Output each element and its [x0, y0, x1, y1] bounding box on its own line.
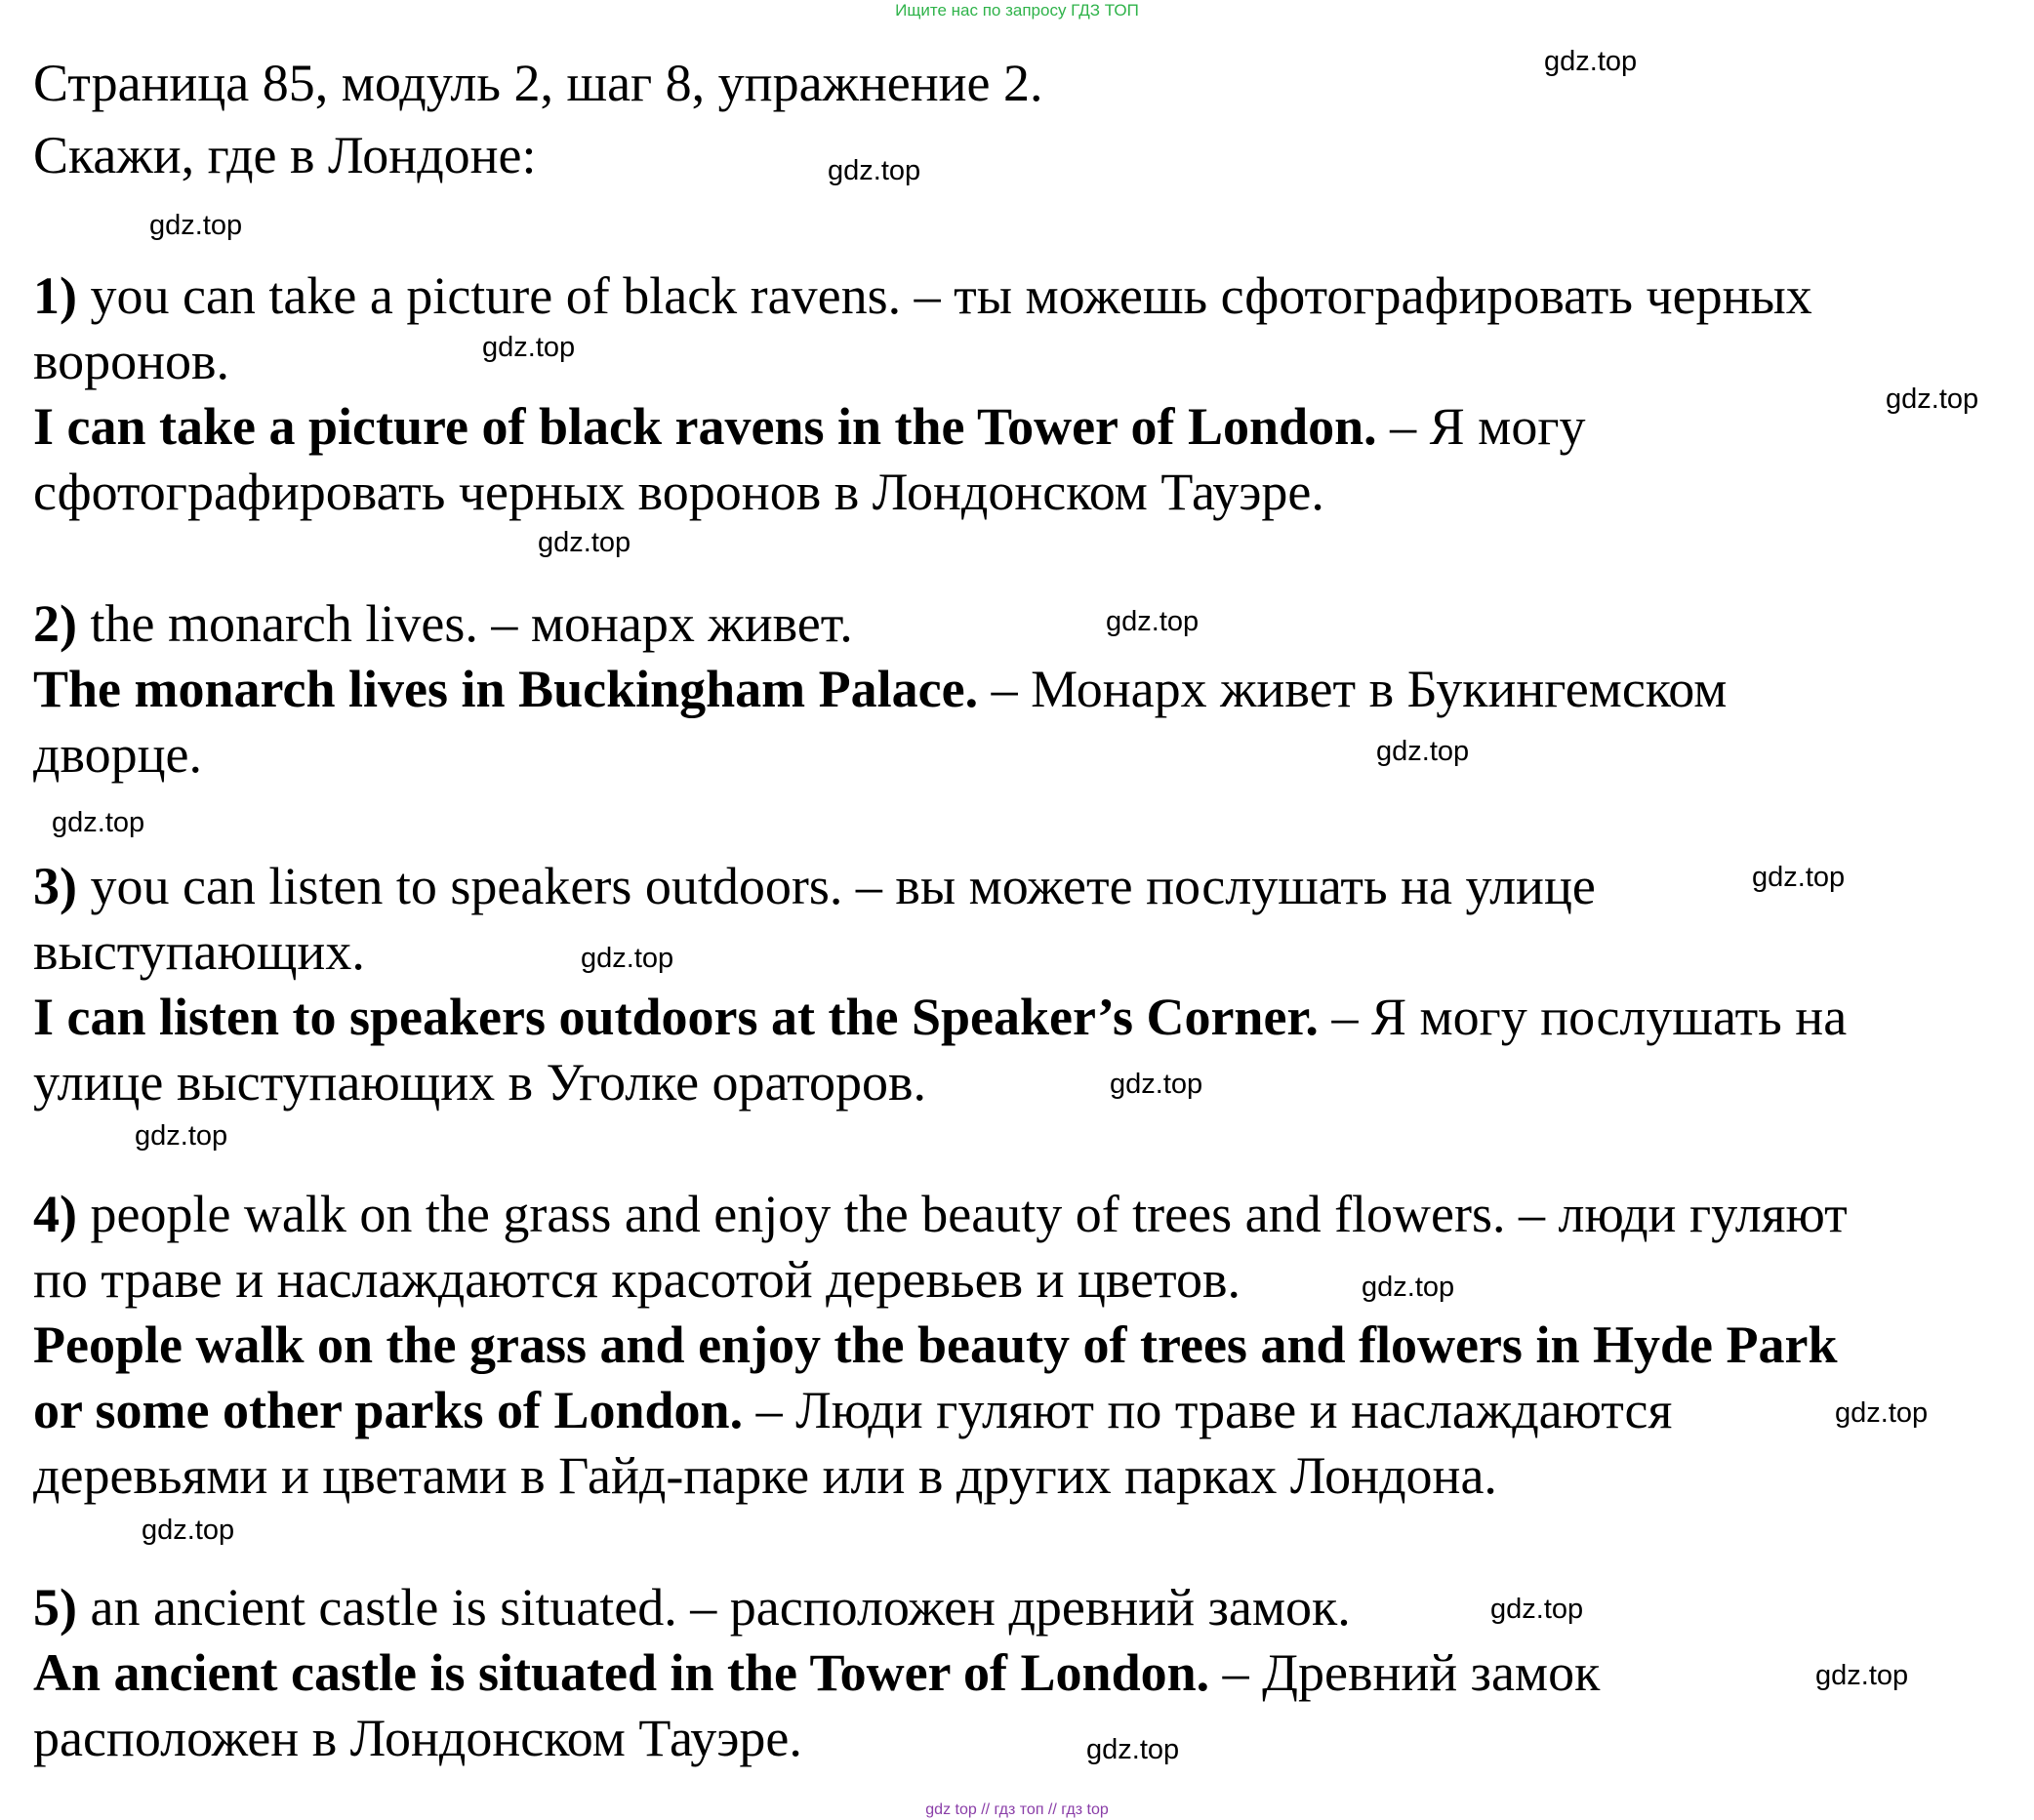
watermark: gdz.top: [135, 1120, 228, 1152]
item-3-answer-cont: улице выступающих в Уголке ораторов.: [33, 1053, 926, 1112]
watermark: gdz.top: [1362, 1272, 1455, 1303]
watermark: gdz.top: [1544, 46, 1638, 77]
answer-bold: I can listen to speakers outdoors at the Speaker’s Corner.: [33, 988, 1319, 1046]
item-4-prompt-cont: по траве и наслаждаются красотой деревьев и цветов.: [33, 1250, 1241, 1309]
item-1-prompt: [33, 263, 1812, 328]
answer-translation: – Люди гуляют по траве и наслаждаются: [743, 1381, 1673, 1439]
watermark: gdz.top: [828, 155, 921, 186]
item-1-answer: [33, 394, 1585, 459]
top-banner: Ищите нас по запросу ГДЗ ТОП: [895, 1, 1139, 20]
item-1-prompt-cont: воронов.: [33, 332, 230, 390]
item-number: 3): [33, 857, 77, 915]
instruction: Скажи, где в Лондоне:: [33, 126, 537, 184]
watermark: gdz.top: [149, 210, 243, 241]
watermark: gdz.top: [1886, 384, 1979, 415]
answer-bold: I can take a picture of black ravens in the Tower of London.: [33, 397, 1377, 456]
item-5-prompt: [33, 1575, 1351, 1639]
watermark: gdz.top: [142, 1515, 235, 1546]
prompt-text: people walk on the grass and enjoy the beauty of trees and flowers. – люди гуляют: [76, 1185, 1848, 1243]
item-4-prompt: [33, 1182, 1848, 1246]
prompt-text: you can take a picture of black ravens. – ты можешь сфотографировать черных: [76, 266, 1812, 325]
watermark: gdz.top: [1106, 606, 1200, 637]
item-3-answer: [33, 985, 1847, 1049]
watermark: gdz.top: [52, 807, 145, 838]
item-5-answer: [33, 1640, 1600, 1705]
watermark: gdz.top: [1490, 1594, 1584, 1625]
item-number: 5): [33, 1578, 77, 1637]
watermark: gdz.top: [1835, 1397, 1929, 1429]
item-4-answer-cont: [33, 1378, 1672, 1442]
item-number: 1): [33, 266, 77, 325]
footer: gdz top // гдз топ // гдз top: [925, 1801, 1109, 1818]
watermark: gdz.top: [1376, 736, 1470, 767]
item-2-answer: [33, 657, 1727, 721]
answer-translation: – Древний замок: [1209, 1643, 1601, 1702]
page-title: Страница 85, модуль 2, шаг 8, упражнение 2.: [33, 54, 1043, 112]
item-2-answer-cont: дворце.: [33, 725, 202, 784]
answer-bold: The monarch lives in Buckingham Palace.: [33, 660, 979, 718]
watermark: gdz.top: [1815, 1660, 1909, 1691]
item-number: 2): [33, 594, 77, 653]
item-3-prompt-cont: выступающих.: [33, 922, 365, 981]
watermark: gdz.top: [1110, 1069, 1203, 1100]
watermark: gdz.top: [538, 527, 631, 558]
item-2-prompt: [33, 591, 853, 656]
answer-translation: – Я могу: [1376, 397, 1586, 456]
prompt-text: the monarch lives. – монарх живет.: [76, 594, 853, 653]
item-3-prompt: [33, 854, 1596, 918]
watermark: gdz.top: [581, 943, 674, 974]
item-number: 4): [33, 1185, 77, 1243]
watermark: gdz.top: [1752, 862, 1846, 893]
prompt-text: an ancient castle is situated. – расположен древний замок.: [76, 1578, 1351, 1637]
watermark: gdz.top: [482, 332, 576, 363]
item-4-answer-cont-2: деревьями и цветами в Гайд-парке или в других парках Лондона.: [33, 1446, 1497, 1505]
item-1-answer-cont: сфотографировать черных воронов в Лондонском Тауэре.: [33, 463, 1324, 521]
answer-bold: or some other parks of London.: [33, 1381, 744, 1439]
answer-translation: – Я могу послушать на: [1318, 988, 1848, 1046]
answer-bold: An ancient castle is situated in the Tower of London.: [33, 1643, 1210, 1702]
item-4-answer: People walk on the grass and enjoy the beauty of trees and flowers in Hyde Park: [33, 1315, 1838, 1374]
answer-translation: – Монарх живет в Букингемском: [978, 660, 1728, 718]
watermark: gdz.top: [1086, 1734, 1180, 1765]
item-5-answer-cont: расположен в Лондонском Тауэре.: [33, 1709, 802, 1767]
prompt-text: you can listen to speakers outdoors. – вы можете послушать на улице: [76, 857, 1596, 915]
